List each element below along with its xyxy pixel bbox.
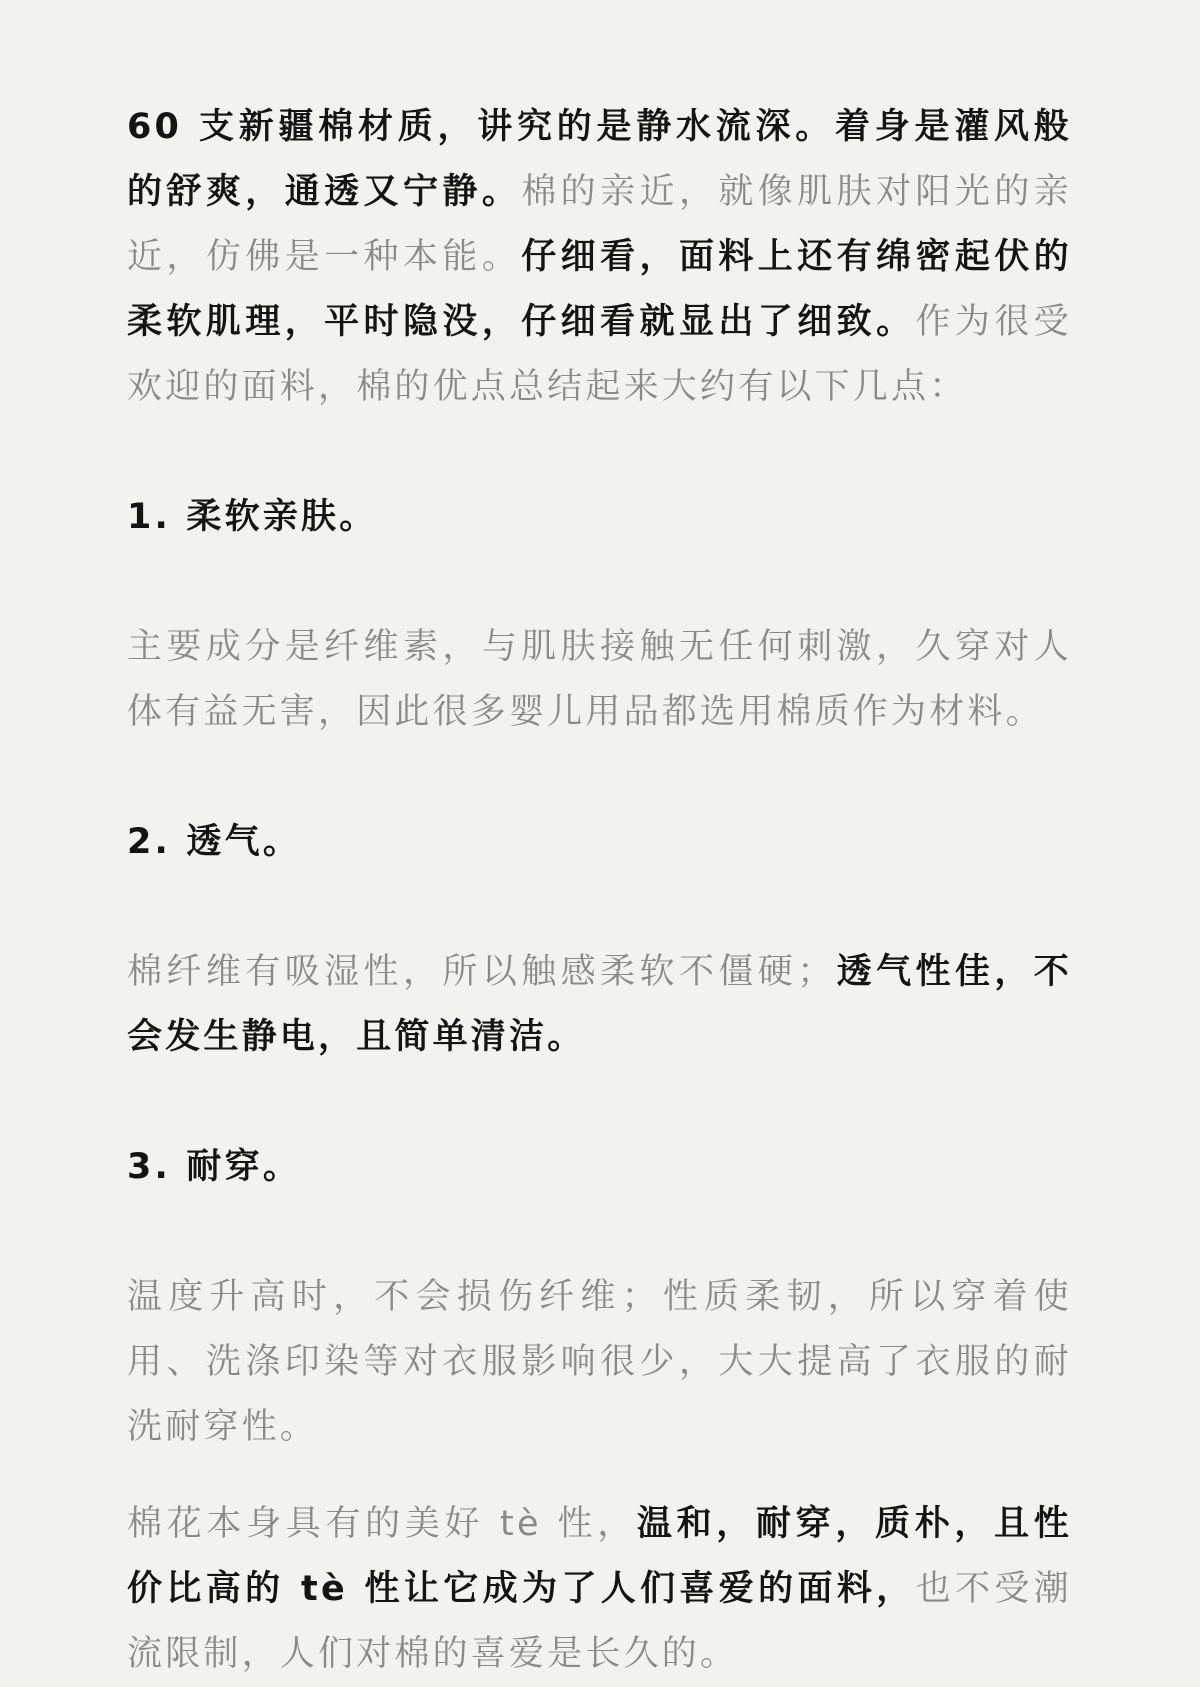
closing-sentence-3: 也不受潮流限制，人们对棉的喜爱是长久的。 (127, 1569, 1072, 1674)
point-3-heading: 3. 耐穿。 (127, 1147, 302, 1187)
article (127, 95, 1072, 1687)
point-3-body (127, 1265, 1072, 1460)
intro-paragraph (127, 95, 1072, 420)
closing-paragraph (127, 1492, 1072, 1687)
closing-sentence-2: 温和，耐穿，质朴，且性价比高的 tè 性让它成为了人们喜爱的面料， (127, 1504, 1072, 1609)
point-2-body-light: 棉纤维有吸湿性，所以触感柔软不僵硬； (127, 952, 836, 992)
point-3-body-text: 温度升高时，不会损伤纤维；性质柔韧，所以穿着使用、洗涤印染等对衣服影响很少，大大提高了衣服的耐洗耐穿性。 (127, 1277, 1072, 1447)
point-2-body (127, 940, 1072, 1070)
point-2-body-dark: 透气性佳，不会发生静电，且简单清洁。 (127, 952, 1072, 1057)
intro-sentence-2: 棉的亲近，就像肌肤对阳光的亲近，仿佛是一种本能。 (127, 172, 1072, 277)
intro-sentence-4: 作为很受欢迎的面料，棉的优点总结起来大约有以下几点： (127, 302, 1072, 407)
closing-sentence-1: 棉花本身具有的美好 tè 性， (127, 1504, 637, 1544)
point-1-body-text: 主要成分是纤维素，与肌肤接触无任何刺激，久穿对人体有益无害，因此很多婴儿用品都选用棉质作为材料。 (127, 627, 1072, 732)
point-1-heading: 1. 柔软亲肤。 (127, 497, 378, 537)
intro-sentence-1: 60 支新疆棉材质，讲究的是静水流深。着身是灌风般的舒爽，通透又宁静。 (127, 107, 1072, 212)
point-1-body (127, 615, 1072, 745)
point-2-heading: 2. 透气。 (127, 822, 302, 862)
intro-sentence-3: 仔细看，面料上还有绵密起伏的柔软肌理，平时隐没，仔细看就显出了细致。 (127, 237, 1072, 342)
